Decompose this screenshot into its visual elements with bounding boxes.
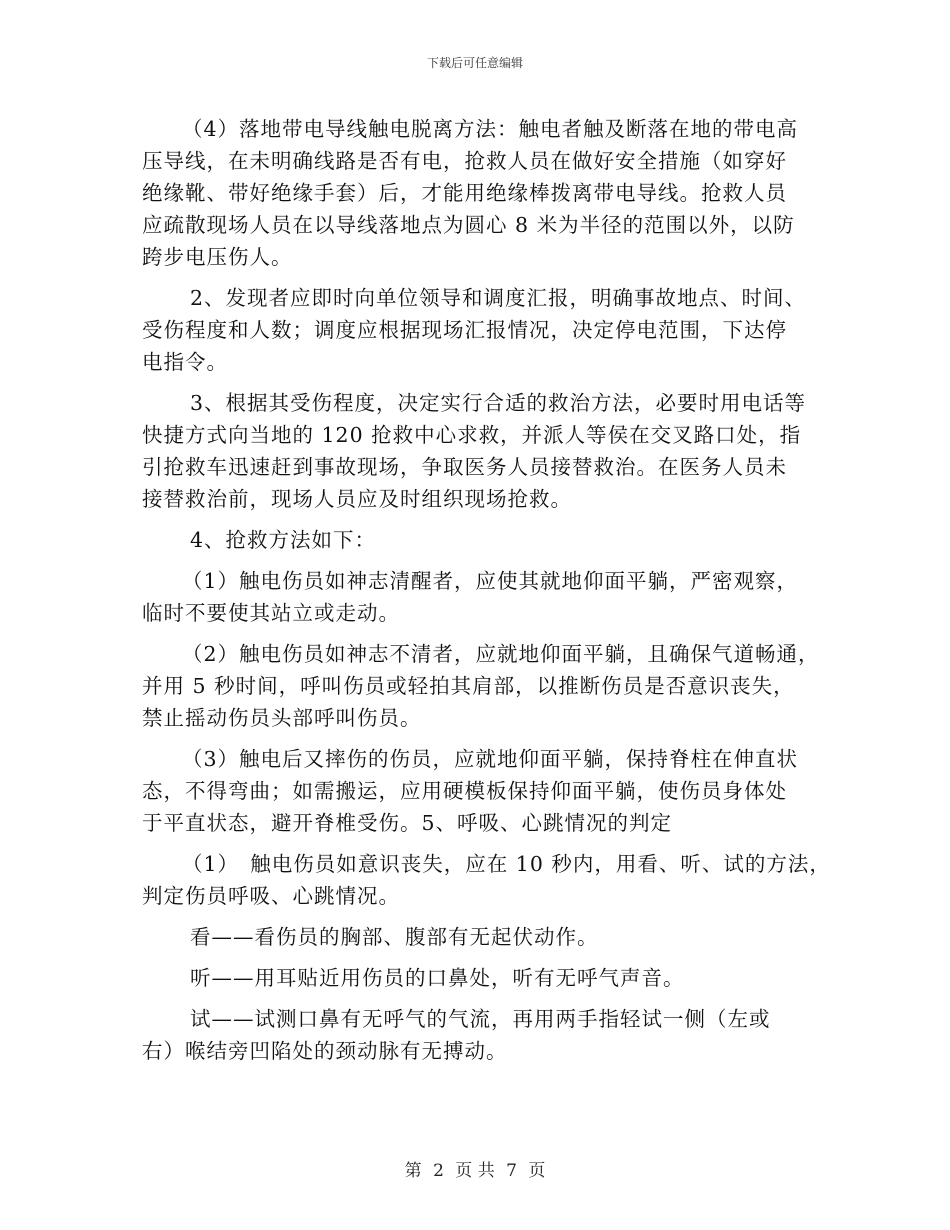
paragraph-line: 态，不得弯曲；如需搬运，应用硬模板保持仰面平躺，使伤员身体处 — [142, 779, 787, 803]
paragraph-line: 判定伤员呼吸、心跳情况。 — [142, 884, 400, 908]
paragraph — [142, 962, 822, 994]
paragraph-line: 跨步电压伤人。 — [142, 245, 293, 269]
footer-suffix: 页 — [528, 1161, 546, 1181]
paragraph-line: 并用 5 秒时间，呼叫伤员或轻拍其肩部，以推断伤员是否意识丧失， — [142, 674, 795, 698]
paragraph-line: 禁止摇动伤员头部呼叫伤员。 — [142, 706, 422, 730]
paragraph-line: 应疏散现场人员在以导线落地点为圆心 8 米为半径的范围以外，以防 — [142, 213, 795, 237]
footer-total-pages: 7 — [506, 1161, 517, 1181]
paragraph-line: 接替救治前，现场人员应及时组织现场抢救。 — [142, 487, 572, 511]
paragraph-line: （4）落地带电导线触电脱离方法：触电者触及断落在地的带电高 — [182, 117, 799, 141]
page-footer — [0, 1156, 950, 1181]
paragraph — [142, 1003, 822, 1067]
paragraph-line: （1） 触电伤员如意识丧失，应在 10 秒内，用看、听、试的方法， — [182, 852, 831, 876]
paragraph-line: 于平直状态，避开脊椎受伤。5、呼吸、心跳情况的判定 — [142, 811, 673, 835]
paragraph-line: （1）触电伤员如神志清醒者，应使其就地仰面平躺，严密观察， — [182, 569, 799, 593]
paragraph — [142, 387, 822, 515]
paragraph-line: 3、根据其受伤程度，决定实行合适的救治方法，必要时用电话等 — [190, 391, 807, 415]
footer-prefix: 第 — [404, 1161, 422, 1181]
paragraph-line: 电指令。 — [142, 350, 228, 374]
document-body — [142, 113, 831, 1076]
paragraph — [142, 113, 822, 273]
paragraph-line: 试——试测口鼻有无呼气的气流，再用两手指轻试一侧（左或 — [190, 1007, 771, 1031]
paragraph — [142, 282, 822, 378]
footer-current-page: 2 — [433, 1161, 444, 1181]
paragraph-line: 绝缘靴、带好绝缘手套）后，才能用绝缘棒拨离带电导线。抢救人员 — [142, 181, 787, 205]
paragraph-line: 临时不要使其站立或走动。 — [142, 601, 400, 625]
paragraph — [142, 743, 822, 839]
paragraph — [142, 921, 822, 953]
paragraph-line: （2）触电伤员如神志不清者，应就地仰面平躺，且确保气道畅通， — [182, 642, 820, 666]
paragraph — [142, 524, 822, 556]
paragraph-line: 快捷方式向当地的 120 抢救中心求救，并派人等侯在交叉路口处，指 — [142, 423, 802, 447]
footer-middle: 页 共 — [455, 1161, 495, 1181]
paragraph-line: 受伤程度和人数；调度应根据现场汇报情况，决定停电范围，下达停 — [142, 318, 787, 342]
paragraph-line: 压导线，在未明确线路是否有电，抢救人员在做好安全措施（如穿好 — [142, 149, 787, 173]
paragraph-line: 4、抢救方法如下： — [190, 528, 377, 552]
paragraph — [142, 638, 822, 734]
page-header-note: 下载后可任意编辑 — [426, 56, 523, 70]
paragraph-line: （3）触电后又摔伤的伤员，应就地仰面平躺，保持脊柱在伸直状 — [182, 747, 799, 771]
paragraph-line: 听——用耳贴近用伤员的口鼻处，听有无呼气声音。 — [190, 966, 685, 990]
paragraph-line: 右）喉结旁凹陷处的颈动脉有无搏动。 — [142, 1039, 508, 1063]
paragraph-line: 看——看伤员的胸部、腹部有无起伏动作。 — [190, 925, 599, 949]
paragraph-line: 2、发现者应即时向单位领导和调度汇报，明确事故地点、时间、 — [190, 286, 807, 310]
paragraph-line: 引抢救车迅速赶到事故现场，争取医务人员接替救治。在医务人员未 — [142, 455, 787, 479]
paragraph — [142, 848, 831, 912]
paragraph — [142, 565, 822, 629]
